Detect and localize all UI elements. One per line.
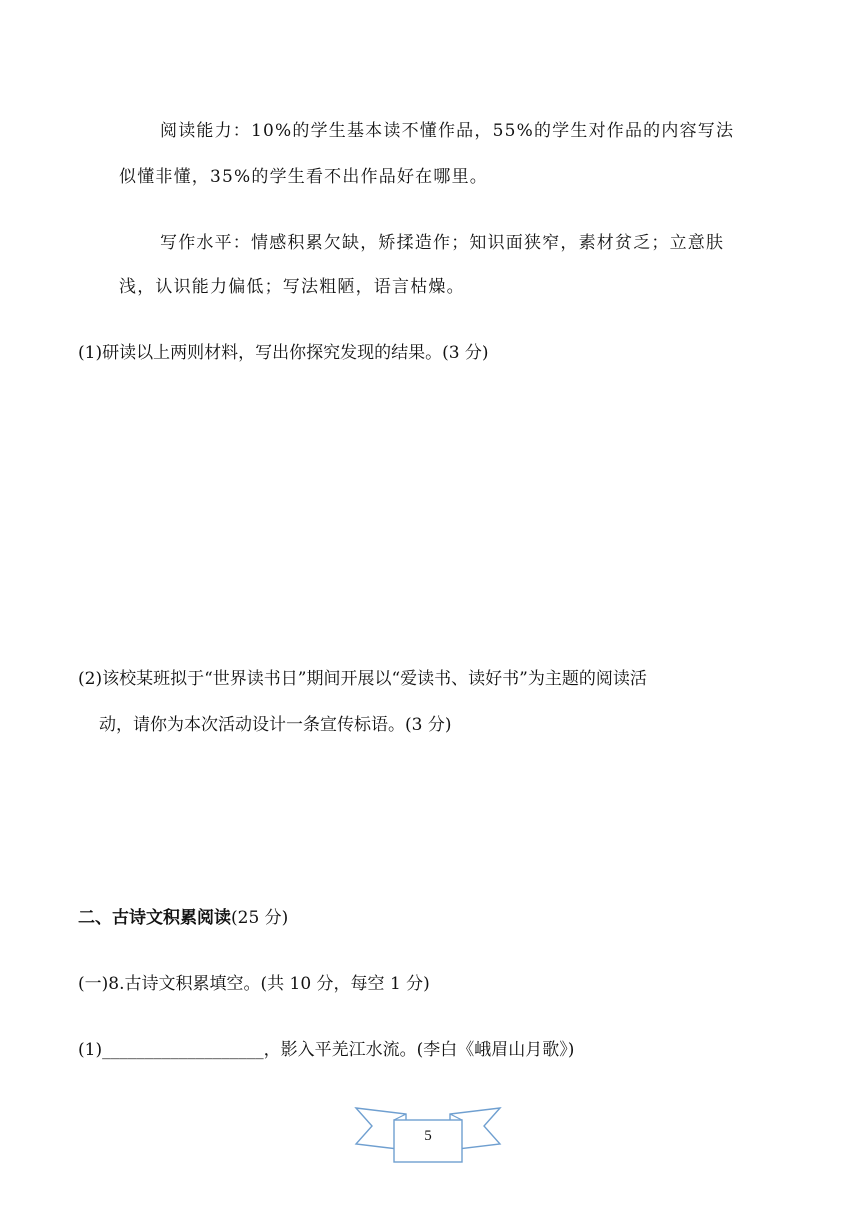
page-number: 5 [424,1128,432,1144]
writing-level-line2: 浅，认识能力偏低；写法粗陋，语言枯燥。 [119,277,465,297]
subsection-1-instruction: (一)8.古诗文积累填空。(共 10 分，每空 1 分) [78,974,430,994]
reading-ability-line1: 阅读能力：10%的学生基本读不懂作品，55%的学生对作品的内容写法 [160,121,735,141]
section-2-title: 二、古诗文积累阅读 [78,908,231,928]
writing-level-line1: 写作水平：情感积累欠缺，矫揉造作；知识面狭窄，素材贫乏；立意肤 [160,233,725,253]
question-2-line2: 动，请你为本次活动设计一条宣传标语。(3 分) [99,715,452,735]
section-2-heading [78,903,288,928]
reading-ability-line2: 似懂非懂，35%的学生看不出作品好在哪里。 [119,167,488,187]
fill-blank-1: (1)___________________，影入平羌江水流。(李白《峨眉山月歌》) [78,1040,575,1060]
question-2-line1: (2)该校某班拟于“世界读书日”期间开展以“爱读书、读好书”为主题的阅读活 [78,669,647,689]
question-1: (1)研读以上两则材料，写出你探究发现的结果。(3 分) [78,343,489,363]
section-2-score: (25 分) [231,908,289,928]
